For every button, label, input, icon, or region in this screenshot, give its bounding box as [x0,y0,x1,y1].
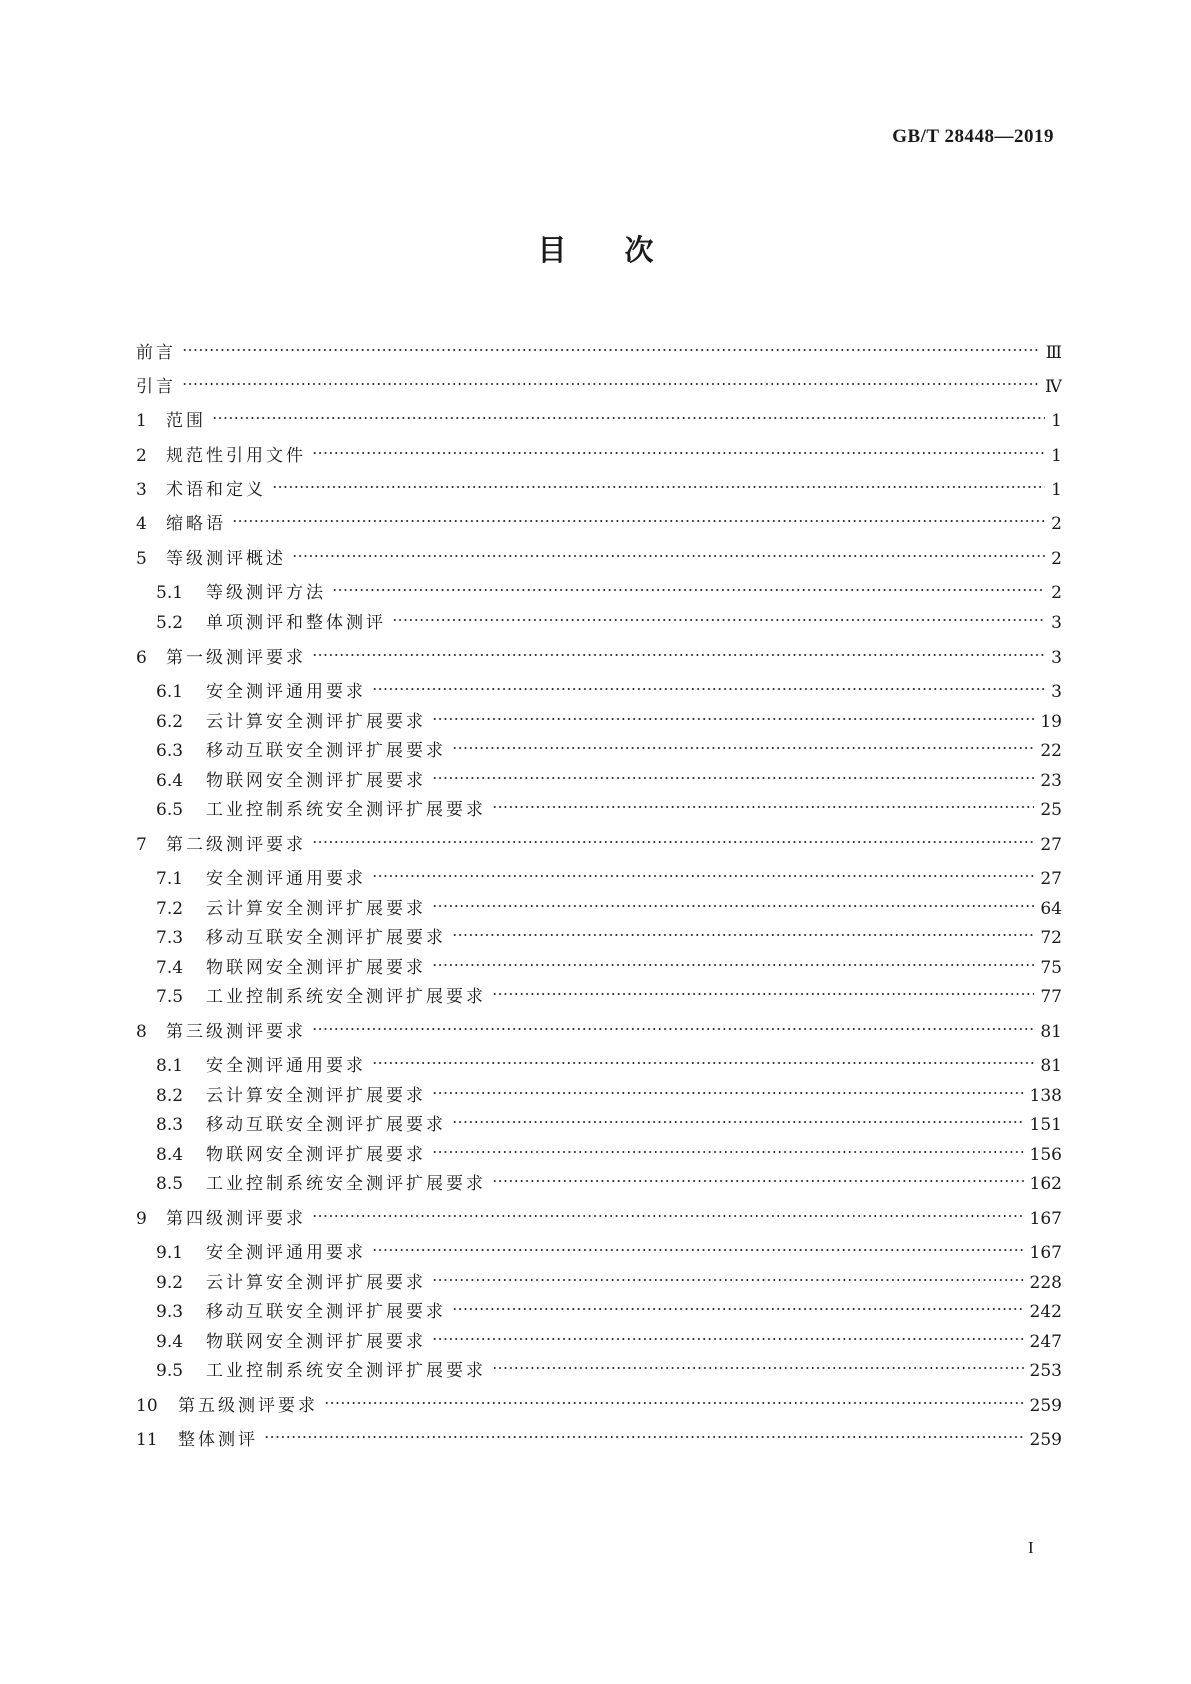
toc-entry-page: 138 [1029,1086,1062,1106]
toc-entry-number: 8.5 [156,1174,184,1194]
dot-leader [292,538,1045,564]
toc-entry-number: 10 [136,1396,158,1416]
toc-entry-number: 5 [136,549,147,569]
dot-leader [432,701,1034,727]
dot-leader [432,888,1034,914]
toc-entry-number: 9.2 [156,1273,184,1293]
toc-entry[interactable] [156,1045,1062,1076]
toc-entry[interactable] [136,469,1062,500]
toc-entry-page: Ⅲ [1045,343,1062,363]
toc-entry-page: 3 [1051,613,1062,633]
toc-entry-page: 167 [1029,1243,1062,1263]
toc-entry[interactable] [156,1291,1062,1322]
dot-leader [432,1321,1024,1347]
toc-entry[interactable] [156,602,1062,633]
toc-entry-number: 8 [136,1022,147,1042]
toc-entry-number: 4 [136,514,147,534]
toc-entry-label: 缩略语 [166,514,226,534]
toc-entry-page: 162 [1029,1174,1062,1194]
toc-entry-label: 安全测评通用要求 [206,682,366,702]
toc-entry-label: 安全测评通用要求 [206,1243,366,1263]
dot-leader [492,1350,1024,1376]
toc-entry-label: 前言 [136,343,176,363]
toc-entry[interactable] [156,888,1062,919]
toc-entry[interactable] [156,947,1062,978]
toc-entry-page: 2 [1051,583,1062,603]
dot-leader [264,1419,1024,1445]
toc-entry-page: 253 [1029,1361,1062,1381]
toc-entry-page: 1 [1051,480,1062,500]
toc-entry[interactable] [136,400,1062,431]
toc-entry[interactable] [136,1419,1062,1450]
toc-entry-label: 范围 [166,411,206,431]
toc-entry-page: 22 [1040,741,1062,761]
dot-leader [312,435,1045,461]
toc-entry-number: 7.4 [156,958,184,978]
dot-leader [452,917,1034,943]
toc-entry-label: 规范性引用文件 [166,446,306,466]
toc-entry-label: 工业控制系统安全测评扩展要求 [206,1174,486,1194]
toc-entry[interactable] [156,1104,1062,1135]
dot-leader [232,503,1045,529]
toc-entry-number: 8.2 [156,1086,184,1106]
toc-entry-label: 第二级测评要求 [166,835,306,855]
toc-entry-number: 11 [136,1430,158,1450]
toc-entry-page: 75 [1040,958,1062,978]
toc-entry-number: 6.5 [156,800,184,820]
toc-entry-label: 云计算安全测评扩展要求 [206,712,426,732]
toc-entry-label: 云计算安全测评扩展要求 [206,1086,426,1106]
toc-entry[interactable] [156,730,1062,761]
toc-entry-number: 9.1 [156,1243,184,1263]
dot-leader [432,1134,1024,1160]
toc-entry-label: 物联网安全测评扩展要求 [206,958,426,978]
toc-entry-label: 术语和定义 [166,480,266,500]
toc-entry[interactable] [156,858,1062,889]
toc-entry-page: 64 [1040,899,1062,919]
toc-entry-number: 5.1 [156,583,184,603]
dot-leader [492,976,1034,1002]
toc-entry[interactable] [156,1321,1062,1352]
dot-leader [432,1075,1024,1101]
toc-entry-label: 物联网安全测评扩展要求 [206,1332,426,1352]
toc-entry-page: Ⅳ [1045,377,1062,397]
toc-entry-label: 等级测评方法 [206,583,326,603]
toc-entry-page: 72 [1040,928,1062,948]
toc-entry-page: 2 [1051,514,1062,534]
toc-entry-page: 156 [1029,1145,1062,1165]
dot-leader [492,1163,1024,1189]
toc-entry-page: 3 [1051,648,1062,668]
toc-entry-number: 7.3 [156,928,184,948]
page-number: I [1028,1538,1034,1557]
toc-entry[interactable] [156,1232,1062,1263]
dot-leader [182,366,1039,392]
toc-entry[interactable] [156,671,1062,702]
page-title: 目次 [537,233,712,267]
dot-leader [312,637,1045,663]
toc-entry[interactable] [156,1134,1062,1165]
toc-entry-page: 259 [1029,1396,1062,1416]
toc-entry-page: 247 [1029,1332,1062,1352]
toc-entry[interactable] [156,917,1062,948]
dot-leader [312,1011,1034,1037]
toc-entry-number: 7.2 [156,899,184,919]
toc-entry-number: 3 [136,480,147,500]
dot-leader [212,400,1045,426]
toc-entry[interactable] [156,789,1062,820]
toc-entry-page: 19 [1040,712,1062,732]
toc-entry-page: 242 [1029,1302,1062,1322]
toc-entry-page: 1 [1051,446,1062,466]
toc-entry-number: 9.5 [156,1361,184,1381]
toc-entry-label: 工业控制系统安全测评扩展要求 [206,800,486,820]
toc-entry-number: 6.3 [156,741,184,761]
toc-entry-page: 27 [1040,869,1062,889]
dot-leader [332,572,1045,598]
toc-entry-page: 259 [1029,1430,1062,1450]
dot-leader [182,332,1040,358]
toc-entry-label: 云计算安全测评扩展要求 [206,899,426,919]
toc-entry-page: 23 [1040,771,1062,791]
toc-entry[interactable] [136,1385,1062,1416]
toc-entry-number: 8.1 [156,1056,184,1076]
toc-entry-label: 单项测评和整体测评 [206,613,386,633]
toc-entry-page: 81 [1040,1022,1062,1042]
toc-entry-number: 8.4 [156,1145,184,1165]
toc-entry[interactable] [156,572,1062,603]
toc-entry-page: 167 [1029,1209,1062,1229]
toc-entry[interactable] [156,701,1062,732]
toc-entry-label: 安全测评通用要求 [206,1056,366,1076]
toc-entry[interactable] [136,538,1062,569]
toc-entry[interactable] [156,760,1062,791]
toc-entry[interactable] [136,435,1062,466]
toc-entry-number: 1 [136,411,147,431]
toc-entry[interactable] [136,1198,1062,1229]
toc-entry-number: 5.2 [156,613,184,633]
toc-entry-number: 6.2 [156,712,184,732]
toc-entry[interactable] [156,1350,1062,1381]
toc-entry-page: 2 [1051,549,1062,569]
dot-leader [372,671,1045,697]
toc-entry-number: 7.5 [156,987,184,1007]
toc-entry-number: 7.1 [156,869,184,889]
toc-entry[interactable] [136,824,1062,855]
toc-entry-label: 物联网安全测评扩展要求 [206,1145,426,1165]
toc-entry-label: 整体测评 [178,1430,258,1450]
toc-entry[interactable] [156,1075,1062,1106]
toc-entry-number: 9.3 [156,1302,184,1322]
toc-entry-number: 6.1 [156,682,184,702]
dot-leader [452,1104,1024,1130]
toc-entry-label: 移动互联安全测评扩展要求 [206,741,446,761]
toc-entry-label: 物联网安全测评扩展要求 [206,771,426,791]
toc-entry-page: 151 [1029,1115,1062,1135]
toc-entry-number: 6 [136,648,147,668]
toc-entry[interactable] [156,1262,1062,1293]
toc-entry-label: 移动互联安全测评扩展要求 [206,928,446,948]
toc-entry-page: 77 [1040,987,1062,1007]
toc-entry-label: 移动互联安全测评扩展要求 [206,1115,446,1135]
toc-entry[interactable] [136,637,1062,668]
toc-entry-number: 2 [136,446,147,466]
toc-entry-label: 第五级测评要求 [178,1396,318,1416]
toc-entry-label: 第三级测评要求 [166,1022,306,1042]
toc-entry[interactable] [136,1011,1062,1042]
toc-entry-number: 9.4 [156,1332,184,1352]
toc-entry-label: 引言 [136,377,176,397]
toc-entry-number: 8.3 [156,1115,184,1135]
dot-leader [432,1262,1024,1288]
toc-entry[interactable] [156,1163,1062,1194]
dot-leader [372,858,1034,884]
toc-entry-label: 工业控制系统安全测评扩展要求 [206,987,486,1007]
dot-leader [372,1045,1034,1071]
dot-leader [312,1198,1024,1224]
dot-leader [272,469,1045,495]
toc-entry[interactable] [136,332,1062,363]
dot-leader [452,1291,1024,1317]
toc-entry-page: 25 [1040,800,1062,820]
toc-entry-label: 移动互联安全测评扩展要求 [206,1302,446,1322]
toc-entry-number: 7 [136,835,147,855]
dot-leader [392,602,1045,628]
toc-entry[interactable] [156,976,1062,1007]
standard-code: GB/T 28448—2019 [892,126,1054,147]
dot-leader [492,789,1034,815]
dot-leader [312,824,1034,850]
toc-entry-label: 云计算安全测评扩展要求 [206,1273,426,1293]
toc-entry-label: 第四级测评要求 [166,1209,306,1229]
toc-entry-page: 1 [1051,411,1062,431]
dot-leader [324,1385,1024,1411]
dot-leader [432,947,1034,973]
dot-leader [372,1232,1024,1258]
toc-entry-page: 3 [1051,682,1062,702]
toc-entry-label: 安全测评通用要求 [206,869,366,889]
toc-entry-label: 工业控制系统安全测评扩展要求 [206,1361,486,1381]
dot-leader [432,760,1034,786]
toc-entry-label: 等级测评概述 [166,549,286,569]
toc-entry[interactable] [136,503,1062,534]
dot-leader [452,730,1034,756]
toc-entry-page: 27 [1040,835,1062,855]
toc-entry-label: 第一级测评要求 [166,648,306,668]
toc-entry-page: 81 [1040,1056,1062,1076]
toc-entry[interactable] [136,366,1062,397]
toc-entry-number: 6.4 [156,771,184,791]
toc-entry-number: 9 [136,1209,147,1229]
toc-entry-page: 228 [1029,1273,1062,1293]
